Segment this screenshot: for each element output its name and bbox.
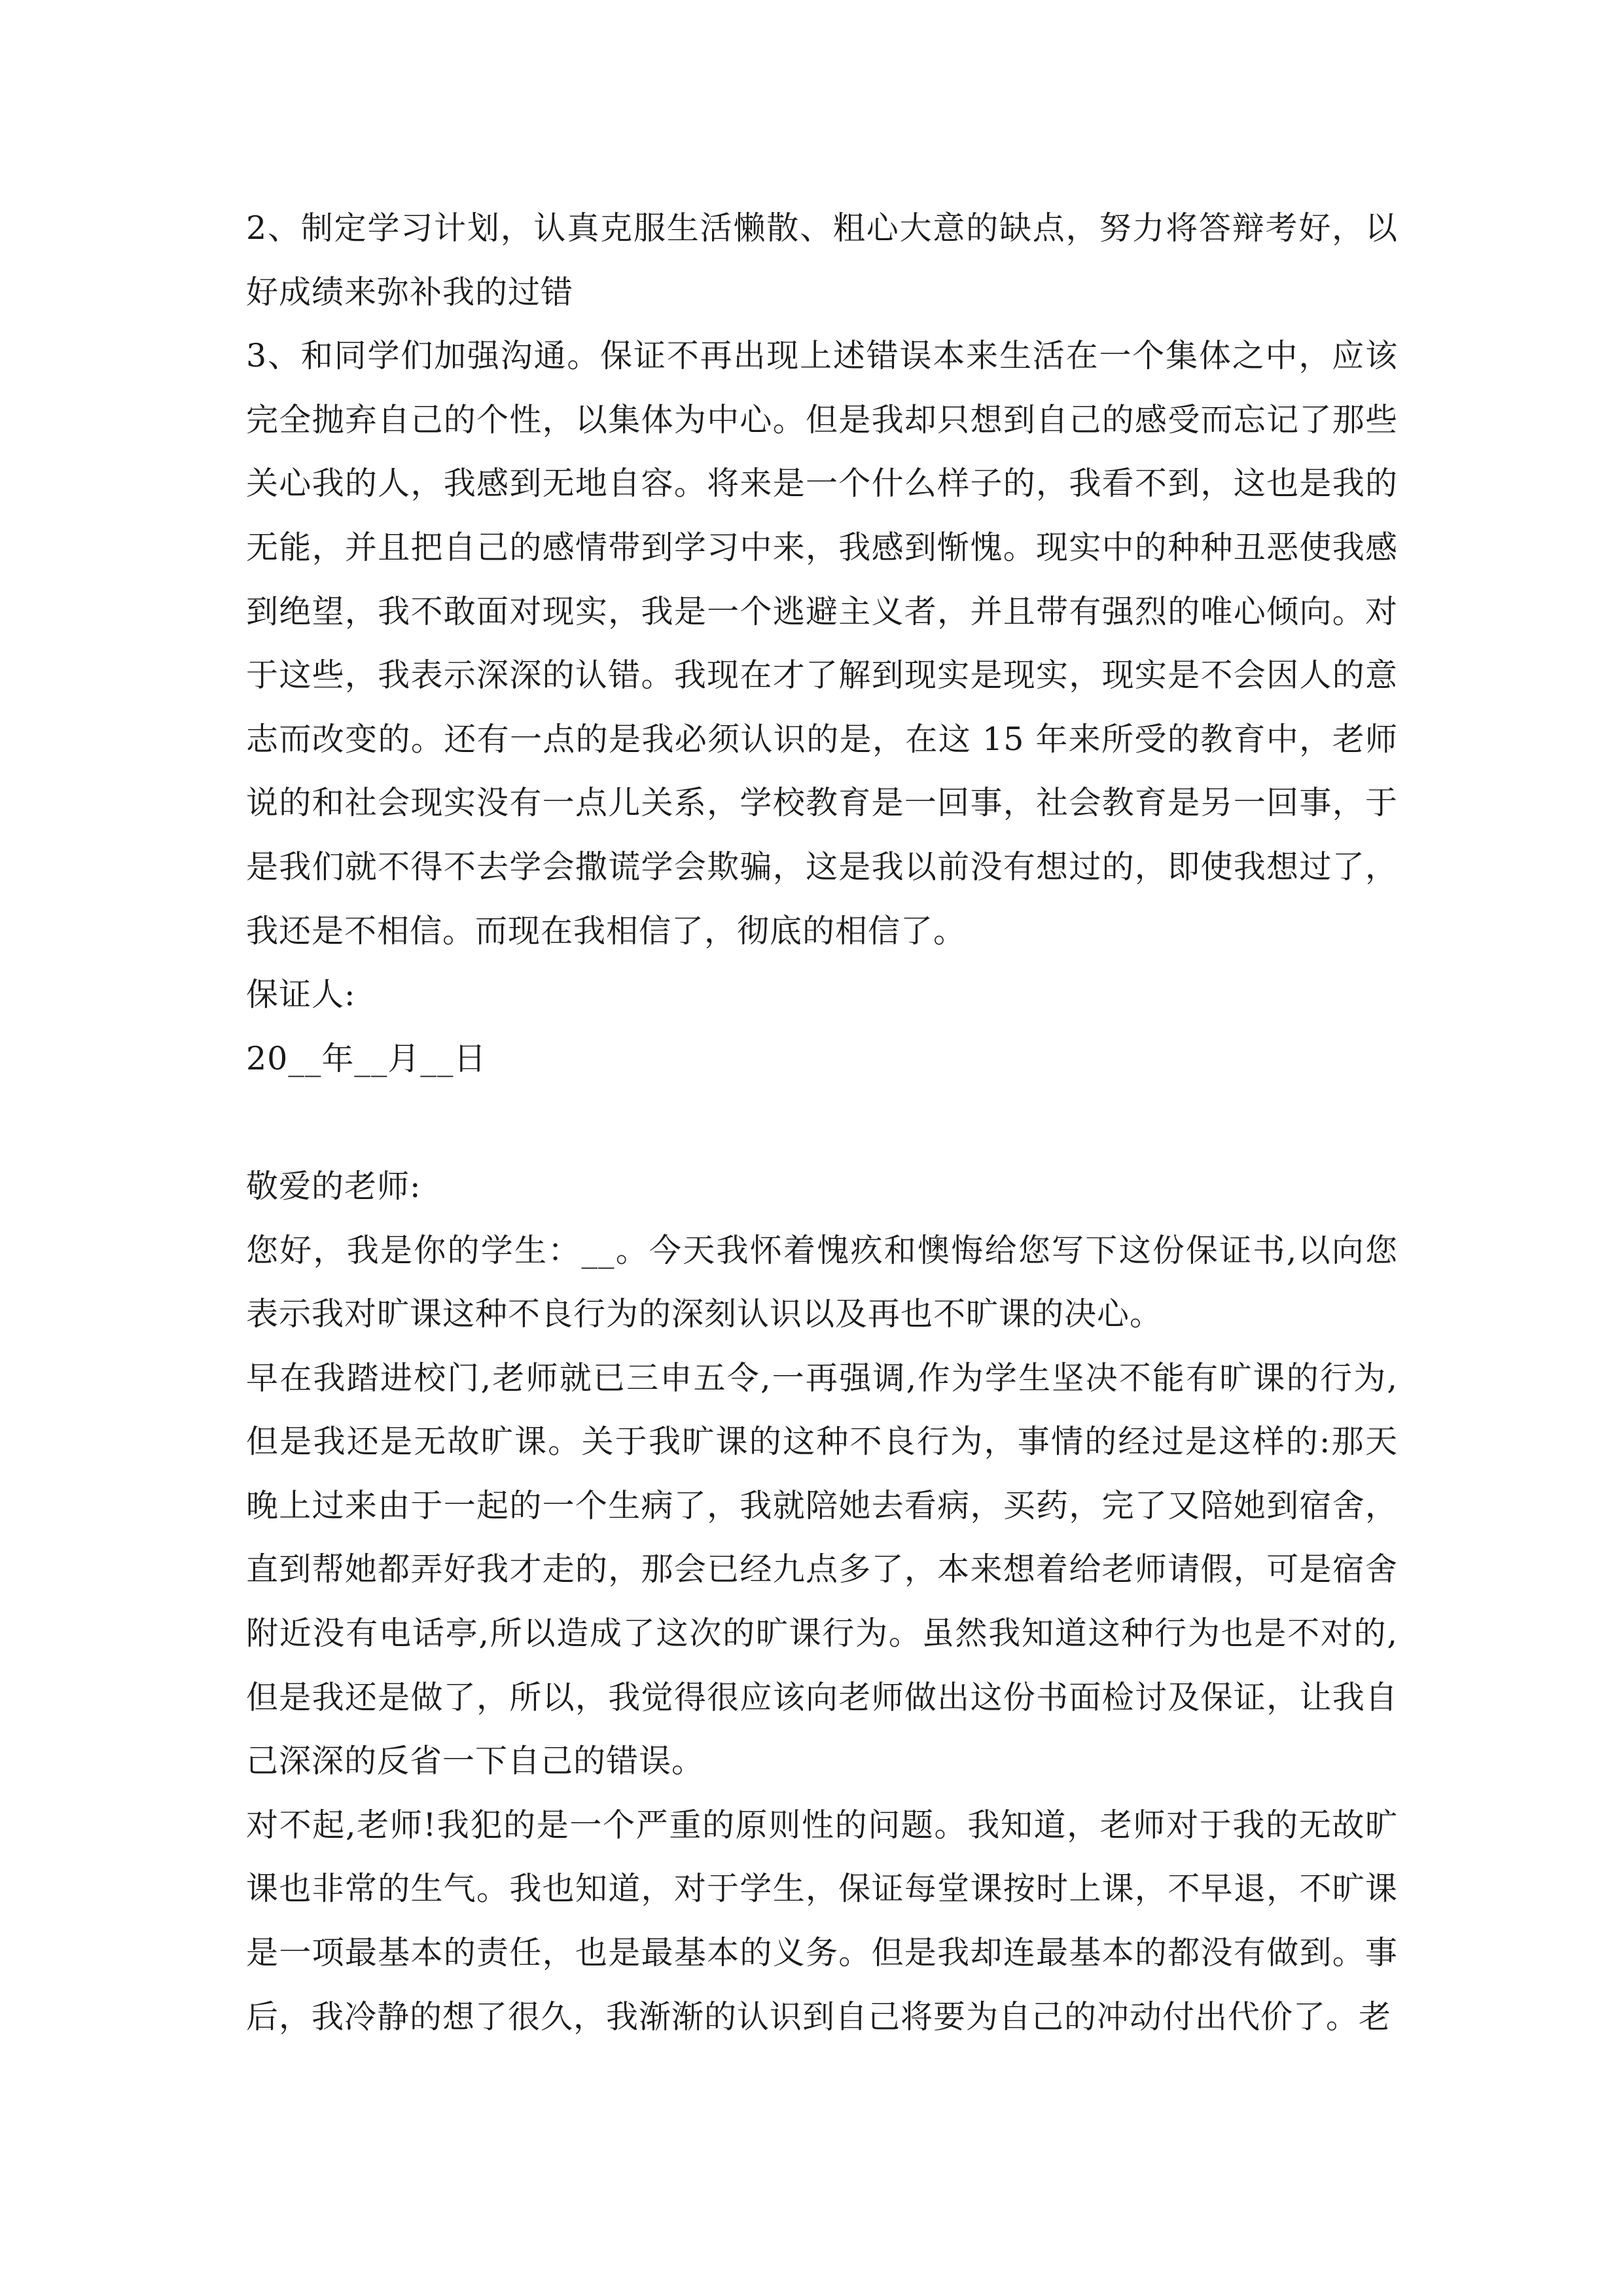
salutation: 敬爱的老师: bbox=[246, 1167, 421, 1205]
document-body bbox=[246, 196, 1398, 2049]
incident-paragraph: 早在我踏进校门,老师就已三申五令,一再强调,作为学生坚决不能有旷课的行为,但是我还是无故旷课。关于我旷课的这种不良行为，事情的经过是这样的:那天晚上过来由于一起的一个生病了，我就陪她去看病，买药，完了又陪她到宿舍，直到帮她都弄好我才走的，那会已经九点多了，本来想着给老师请假，可是宿舍附近没有电话亭,所以造成了这次的旷课行为。虽然我知道这种行为也是不对的,但是我还是做了，所以，我觉得很应该向老师做出这份书面检讨及保证，让我自己深深的反省一下自己的错误。 bbox=[246, 1359, 1398, 1780]
item-3-paragraph: 3、和同学们加强沟通。保证不再出现上述错误本来生活在一个集体之中，应该完全抛弃自己的个性，以集体为中心。但是我却只想到自己的感受而忘记了那些关心我的人，我感到无地自容。将来是一个什么样子的，我看不到，这也是我的无能，并且把自己的感情带到学习中来，我感到惭愧。现实中的种种丑恶使我感到绝望，我不敢面对现实，我是一个逃避主义者，并且带有强烈的唯心倾向。对于这些，我表示深深的认错。我现在才了解到现实是现实，现实是不会因人的意志而改变的。还有一点的是我必须认识的是，在这 15 年来所受的教育中，老师说的和社会现实没有一点儿关系，学校教育是一回事，社会教育是另一回事，于是我们就不得不去学会撒谎学会欺骗，这是我以前没有想过的，即使我想过了，我还是不相信。而现在我相信了，彻底的相信了。 bbox=[246, 337, 1398, 950]
guarantor-line: 保证人: bbox=[246, 976, 356, 1014]
date-line: 20__年__月__日 bbox=[246, 1039, 487, 1077]
section-gap bbox=[246, 1090, 1398, 1155]
greeting-paragraph: 您好，我是你的学生：__。今天我怀着愧疚和懊悔给您写下这份保证书,以向您表示我对旷课这种不良行为的深刻认识以及再也不旷课的决心。 bbox=[246, 1231, 1398, 1333]
apology-paragraph: 对不起,老师!我犯的是一个严重的原则性的问题。我知道，老师对于我的无故旷课也非常的生气。我也知道，对于学生，保证每堂课按时上课，不早退，不旷课是一项最基本的责任，也是最基本的义务。但是我却连最基本的都没有做到。事后，我冷静的想了很久，我渐渐的认识到自己将要为自己的冲动付出代价了。老 bbox=[246, 1806, 1398, 2036]
item-2-paragraph: 2、制定学习计划，认真克服生活懒散、粗心大意的缺点，努力将答辩考好，以好成绩来弥补我的过错 bbox=[246, 209, 1398, 311]
